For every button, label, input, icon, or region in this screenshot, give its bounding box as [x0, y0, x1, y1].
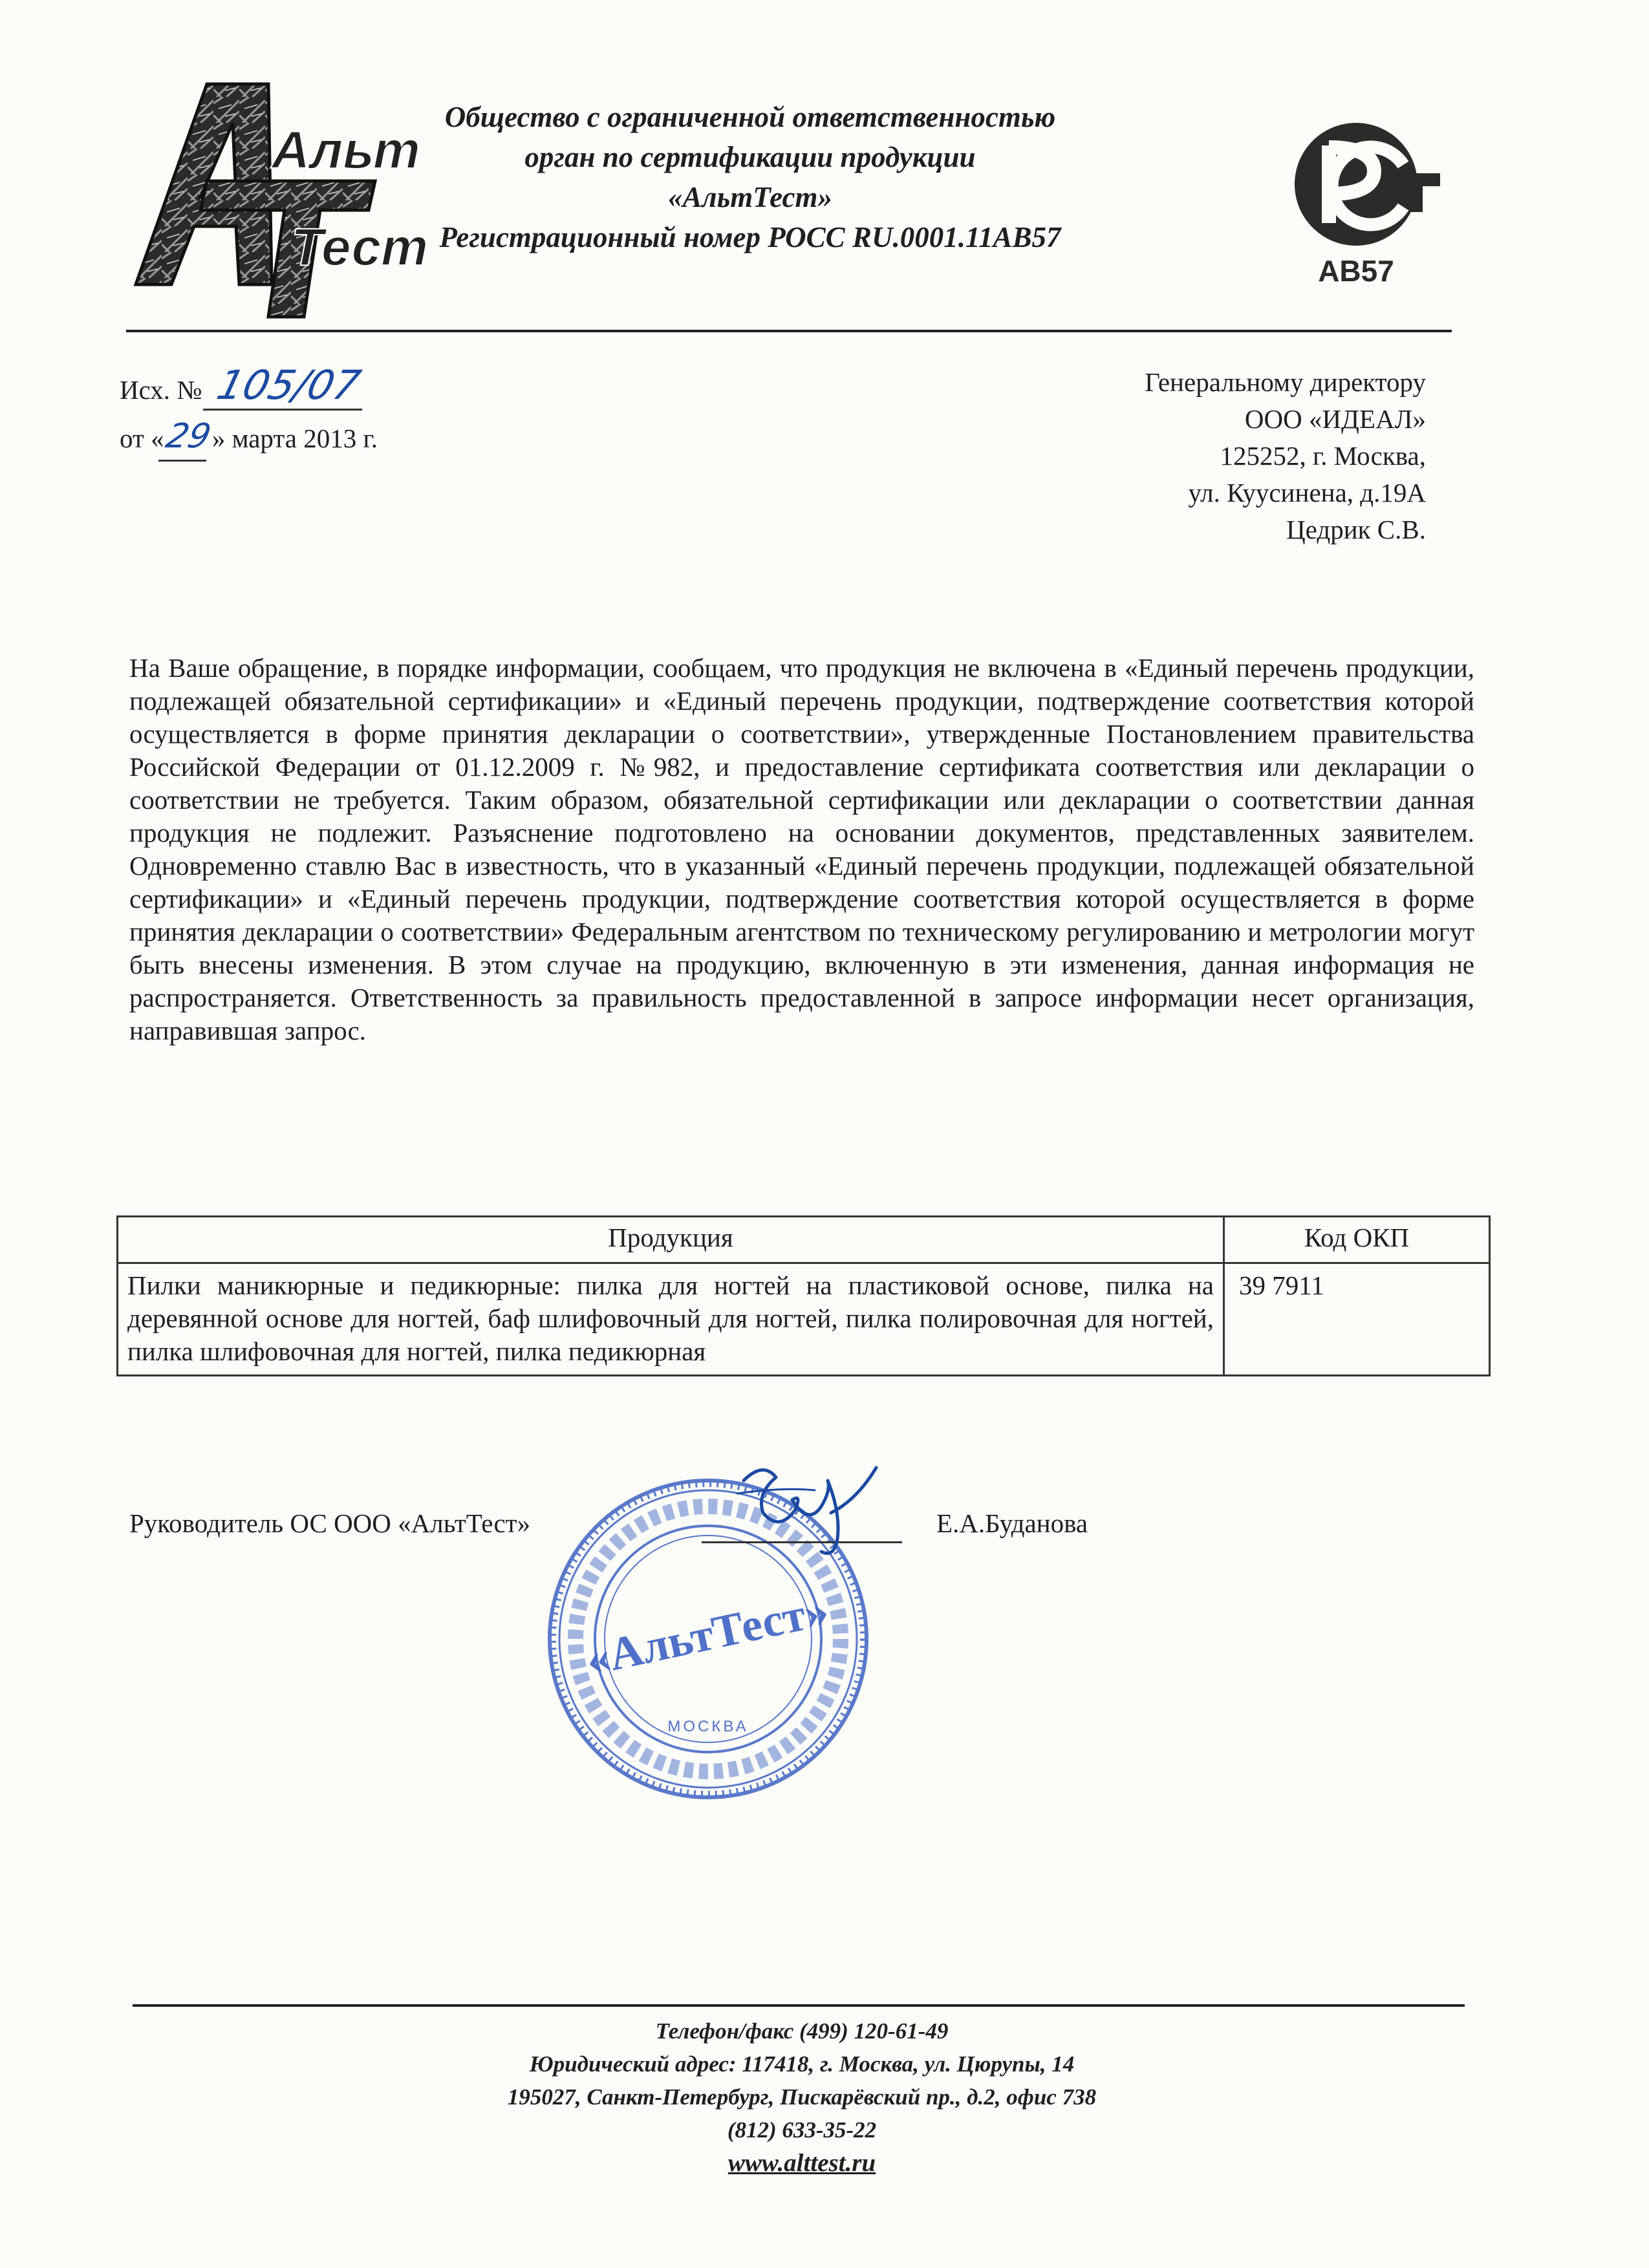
- stamp-center-text: «АльтТест»: [581, 1583, 833, 1685]
- product-cell: Пилки маникюрные и педикюрные: пилка для ногтей на пластиковой основе, пилка на деревянной основе для ногтей, баф шлифовочный для ногтей, пилка полировочная для ногтей, пилка шлифовочная для ногтей, пилка педикюрная: [118, 1263, 1224, 1376]
- addressee-line: 125252, г. Москва,: [1220, 441, 1426, 471]
- addressee-line: ООО «ИДЕАЛ»: [1244, 404, 1426, 434]
- product-table: [116, 1215, 1491, 1376]
- column-header-okp-code: Код ОКП: [1224, 1217, 1490, 1263]
- alttest-logo: [110, 71, 429, 323]
- stamp-city: МОСКВА: [667, 1718, 749, 1735]
- cert-mark-label: АВ57: [1318, 254, 1394, 288]
- addressee-line: ул. Куусинена, д.19А: [1188, 478, 1426, 508]
- letter-body: На Ваше обращение, в порядке информации, сообщаем, что продукция не включена в «Единый перечень продукции, подлежащей обязательной сертификации» и «Единый перечень продукции, подтверждение соответствия которой осуществляется в форме принятия декларации о соответствии», утвержденные Постановлением правительства Российской Федерации от 01.12.2009 г. №982, и предоставление сертификата соответствия или декларации о соответствии не требуется. Таким образом, обязательной сертификации или декларации о соответствии данная продукция не подлежит. Разъяснение подготовлено на основании документов, представленных заявителем. Одновременно ставлю Вас в известность, что в указанный «Единый перечень продукции, подлежащей обязательной сертификации» и «Единый перечень продукции, подтверждение соответствия которой осуществляется в форме принятия декларации о соответствии» Федеральным агентством по техническому регулированию и метрологии могут быть внесены изменения. В этом случае на продукцию, включенную в эти изменения, данная информация не распространяется. Ответственность за правильность предоставленной в запросе информации несет организация, направившая запрос.: [129, 653, 1474, 1045]
- footer-spb-address: 195027, Санкт-Петербург, Пискарёвский пр., д.2, офис 738: [507, 2084, 1097, 2110]
- footer-phone: Телефон/факс (499) 120-61-49: [655, 2018, 949, 2044]
- logo-text-alt: Альт: [272, 121, 420, 180]
- table-header-row: [118, 1217, 1490, 1263]
- rst-certification-mark-icon: [1284, 116, 1445, 291]
- okp-code-cell: 39 7911: [1224, 1263, 1490, 1376]
- signatory-name: Е.А.Буданова: [936, 1508, 1088, 1538]
- table-row: [118, 1263, 1490, 1376]
- footer-legal-address: Юридический адрес: 117418, г. Москва, ул. Цюрупы, 14: [529, 2051, 1075, 2077]
- ref-number-value: 105/07: [202, 362, 374, 411]
- ref-date-line: [120, 413, 378, 462]
- addressee-line: Цедрик С.В.: [1286, 515, 1426, 544]
- signatory-role: Руководитель ОС ООО «АльтТест»: [129, 1508, 531, 1538]
- ref-number-label: Исх. №: [120, 375, 202, 405]
- ref-date-day: 29: [158, 413, 218, 462]
- addressee-line: Генеральному директору: [1145, 367, 1426, 397]
- handwritten-signature: [718, 1455, 886, 1565]
- ref-date-prefix: от «: [120, 423, 164, 453]
- footer-divider: [133, 2004, 1465, 2007]
- addressee-block: [1145, 364, 1426, 548]
- column-header-product: Продукция: [118, 1217, 1224, 1263]
- ref-number-line: [120, 362, 378, 413]
- ref-date-suffix: » марта 2013 г.: [211, 423, 378, 453]
- footer-spb-phone: (812) 633-35-22: [727, 2117, 877, 2143]
- organization-header: [401, 97, 1099, 257]
- logo-text-test: Тест: [291, 218, 429, 277]
- footer-contacts: [285, 2015, 1319, 2179]
- org-line: Общество с ограниченной ответственностью: [444, 101, 1056, 133]
- header-divider: [126, 330, 1452, 332]
- outgoing-reference: [120, 362, 378, 462]
- website-link[interactable]: www.alttest.ru: [727, 2149, 876, 2177]
- org-line: орган по сертификации продукции: [524, 141, 976, 173]
- org-line: Регистрационный номер РОСС RU.0001.11АВ57: [439, 221, 1061, 253]
- org-line: «АльтТест»: [668, 181, 832, 213]
